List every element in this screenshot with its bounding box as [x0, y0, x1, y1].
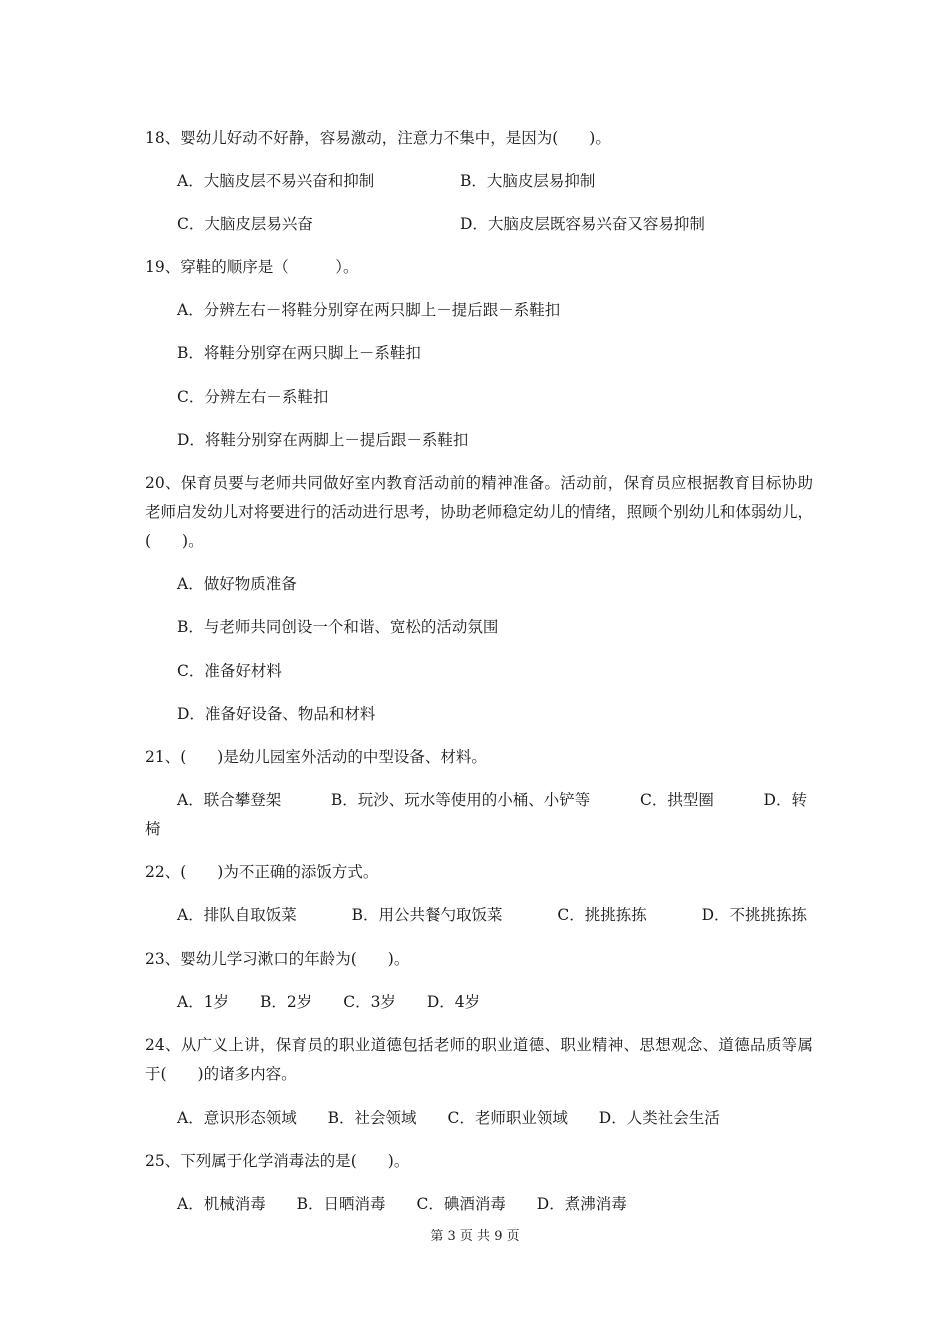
- question-21-option-a: A．联合攀登架: [177, 791, 282, 809]
- question-22-stem: 22、( )为不正确的添饭方式。: [145, 863, 379, 881]
- question-24-option-b: B．社会领域: [327, 1109, 417, 1127]
- question-22-option-a: A．排队自取饭菜: [177, 906, 297, 924]
- question-18-option-d: D．大脑皮层既容易兴奋又容易抑制: [460, 215, 705, 233]
- question-23-option-b: B．2岁: [260, 993, 313, 1011]
- question-19-option-b: B．将鞋分别穿在两只脚上－系鞋扣: [177, 344, 421, 362]
- question-25-option-c: C．碘酒消毒: [416, 1195, 506, 1213]
- question-19-option-c: C．分辨左右－系鞋扣: [177, 388, 329, 406]
- question-18-option-a: A．大脑皮层不易兴奋和抑制: [177, 172, 375, 190]
- question-22-option-d: D．不挑挑拣拣: [701, 906, 807, 924]
- question-18-option-c: C．大脑皮层易兴奋: [177, 215, 313, 233]
- question-19-option-a: A．分辨左右－将鞋分别穿在两只脚上－提后跟－系鞋扣: [177, 301, 561, 319]
- question-21-option-d-continuation: 椅: [145, 820, 161, 838]
- question-23-stem: 23、婴幼儿学习漱口的年龄为( )。: [145, 950, 410, 968]
- question-20-stem: 20、保育员要与老师共同做好室内教育活动前的精神准备。活动前，保育员应根据教育目标协助老师启发幼儿对将要进行的活动进行思考，协助老师稳定幼儿的情绪，照顾个别幼儿和体弱幼儿，( )。: [145, 474, 813, 550]
- question-21-option-b: B．玩沙、玩水等使用的小桶、小铲等: [330, 791, 591, 809]
- question-25-option-b: B．日晒消毒: [296, 1195, 386, 1213]
- question-24-option-d: D．人类社会生活: [598, 1109, 720, 1127]
- question-20-option-c: C．准备好材料: [177, 662, 282, 680]
- question-18-option-b: B．大脑皮层易抑制: [460, 172, 596, 190]
- question-24-stem: 24、从广义上讲，保育员的职业道德包括老师的职业道德、职业精神、思想观念、道德品质等属于( )的诸多内容。: [145, 1036, 813, 1083]
- question-24-option-a: A．意识形态领域: [177, 1109, 297, 1127]
- question-23-option-c: C．3岁: [343, 993, 396, 1011]
- page-number-footer: 第 3 页 共 9 页: [430, 1229, 520, 1244]
- question-23-option-d: D．4岁: [426, 993, 481, 1011]
- question-23-option-a: A．1岁: [177, 993, 230, 1011]
- question-25-option-d: D．煮沸消毒: [536, 1195, 627, 1213]
- question-22-option-c: C．挑挑拣拣: [557, 906, 647, 924]
- question-20-option-d: D．准备好设备、物品和材料: [177, 705, 376, 723]
- question-25-options: [177, 1193, 653, 1215]
- question-18-stem: 18、婴幼儿好动不好静，容易激动，注意力不集中，是因为( )。: [145, 129, 611, 147]
- question-24-option-c: C．老师职业领域: [447, 1109, 568, 1127]
- question-23-options: [177, 991, 506, 1013]
- question-19-stem: 19、穿鞋的顺序是（ ）。: [145, 258, 359, 276]
- question-19-option-d: D．将鞋分别穿在两脚上－提后跟－系鞋扣: [177, 431, 469, 449]
- question-20-option-b: B．与老师共同创设一个和谐、宽松的活动氛围: [177, 618, 499, 636]
- question-21-stem: 21、( )是幼儿园室外活动的中型设备、材料。: [145, 748, 487, 766]
- question-24-options: [177, 1107, 746, 1129]
- question-25-stem: 25、下列属于化学消毒法的是( )。: [145, 1152, 410, 1170]
- question-20-option-a: A．做好物质准备: [177, 575, 297, 593]
- question-22-option-b: B．用公共餐勺取饭菜: [351, 906, 503, 924]
- question-21-option-d: D．转: [763, 791, 807, 809]
- question-21-options: [177, 789, 807, 811]
- question-21-option-c: C．拱型圈: [639, 791, 714, 809]
- question-25-option-a: A．机械消毒: [177, 1195, 266, 1213]
- question-22-options: [177, 904, 807, 926]
